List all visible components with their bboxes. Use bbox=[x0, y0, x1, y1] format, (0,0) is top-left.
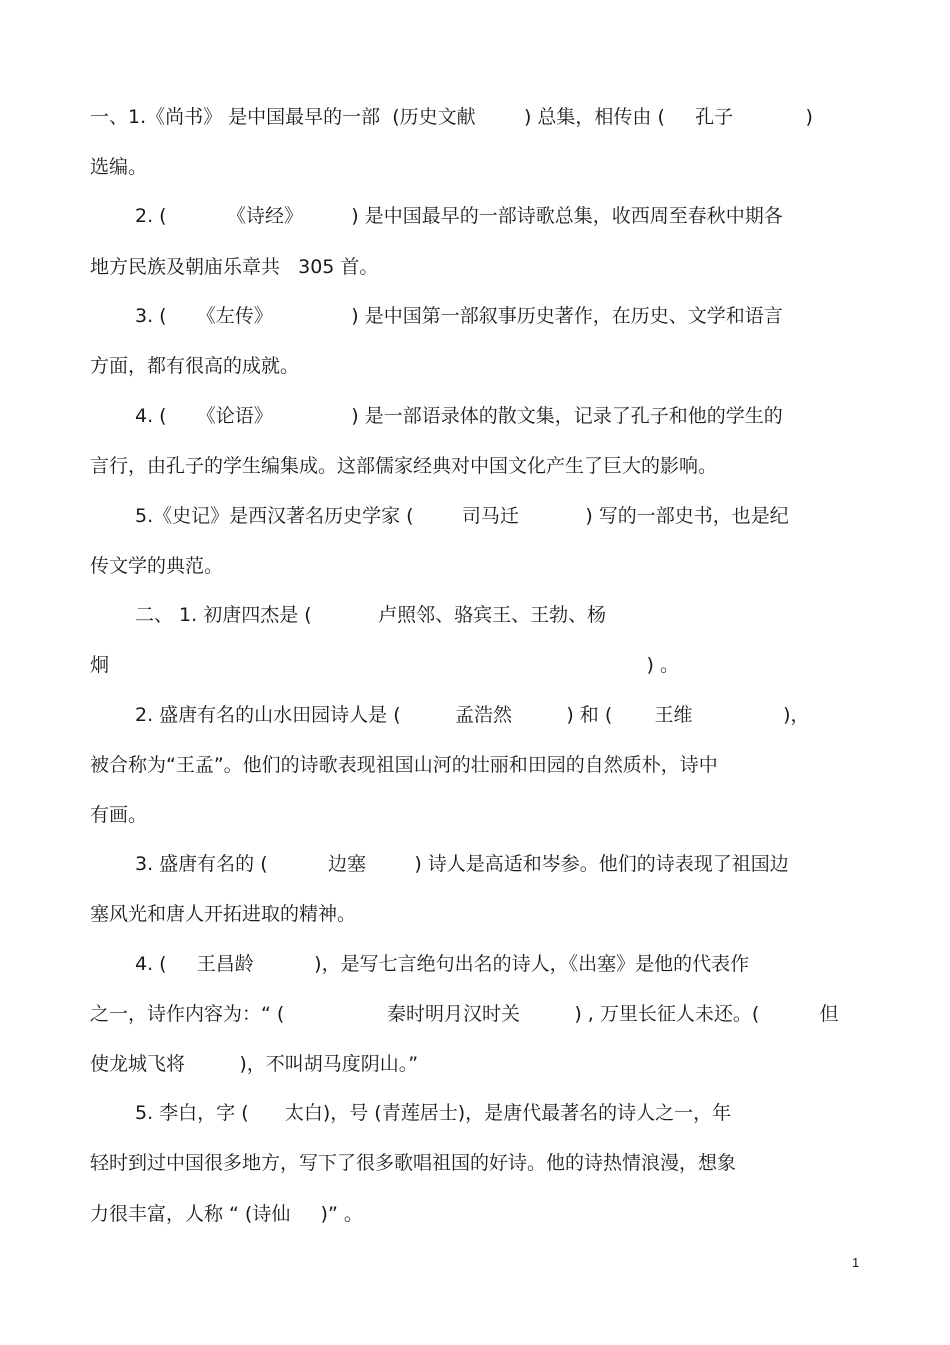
text-line: 3. 盛唐有名的 ( 边塞 ) 诗人是高适和岑参。他们的诗表现了祖国边 bbox=[135, 853, 789, 875]
text-line: 力很丰富，人称 “ (诗仙 )” 。 bbox=[90, 1203, 363, 1225]
text-line: 2. ( 《诗经》 ) 是中国最早的一部诗歌总集，收西周至春秋中期各 bbox=[135, 205, 783, 227]
text-line: 地方民族及朝庙乐章共 305 首。 bbox=[90, 256, 379, 278]
text-line: 5. 李白，字 ( 太白)，号 (青莲居士)，是唐代最著名的诗人之一，年 bbox=[135, 1102, 732, 1124]
text-line: 有画。 bbox=[90, 804, 148, 826]
text-line: 被合称为“王孟”。他们的诗歌表现祖国山河的壮丽和田园的自然质朴，诗中 bbox=[90, 754, 718, 776]
text-line: 一、1.《尚书》 是中国最早的一部 (历史文献 ) 总集，相传由 ( 孔子 ) bbox=[90, 106, 813, 128]
text-line: 选编。 bbox=[90, 156, 148, 178]
text-line: 5.《史记》是西汉著名历史学家 ( 司马迁 ) 写的一部史书，也是纪 bbox=[135, 505, 789, 527]
page-number: 1 bbox=[852, 1255, 860, 1270]
text-line: 4. ( 《论语》 ) 是一部语录体的散文集，记录了孔子和他的学生的 bbox=[135, 405, 783, 427]
text-line: 使龙城飞将 )，不叫胡马度阴山。” bbox=[90, 1053, 419, 1075]
text-line: 二、 1. 初唐四杰是 ( 卢照邻、骆宾王、王勃、杨 bbox=[135, 604, 607, 626]
text-line: 之一，诗作内容为：“ ( 秦时明月汉时关 ) , 万里长征人未还。( 但 bbox=[90, 1003, 839, 1025]
text-line: 言行，由孔子的学生编集成。这部儒家经典对中国文化产生了巨大的影响。 bbox=[90, 455, 718, 477]
text-line: 4. ( 王昌龄 )，是写七言绝句出名的诗人，《出塞》是他的代表作 bbox=[135, 953, 750, 975]
text-line: 方面，都有很高的成就。 bbox=[90, 355, 300, 377]
text-line: 传文学的典范。 bbox=[90, 555, 224, 577]
text-line: 3. ( 《左传》 ) 是中国第一部叙事历史著作，在历史、文学和语言 bbox=[135, 305, 783, 327]
text-line: 炯 ) 。 bbox=[90, 654, 679, 676]
text-line: 轻时到过中国很多地方，写下了很多歌唱祖国的好诗。他的诗热情浪漫，想象 bbox=[90, 1152, 737, 1174]
text-line: 塞风光和唐人开拓进取的精神。 bbox=[90, 903, 357, 925]
text-line: 2. 盛唐有名的山水田园诗人是 ( 孟浩然 ) 和 ( 王维 )， bbox=[135, 704, 810, 726]
